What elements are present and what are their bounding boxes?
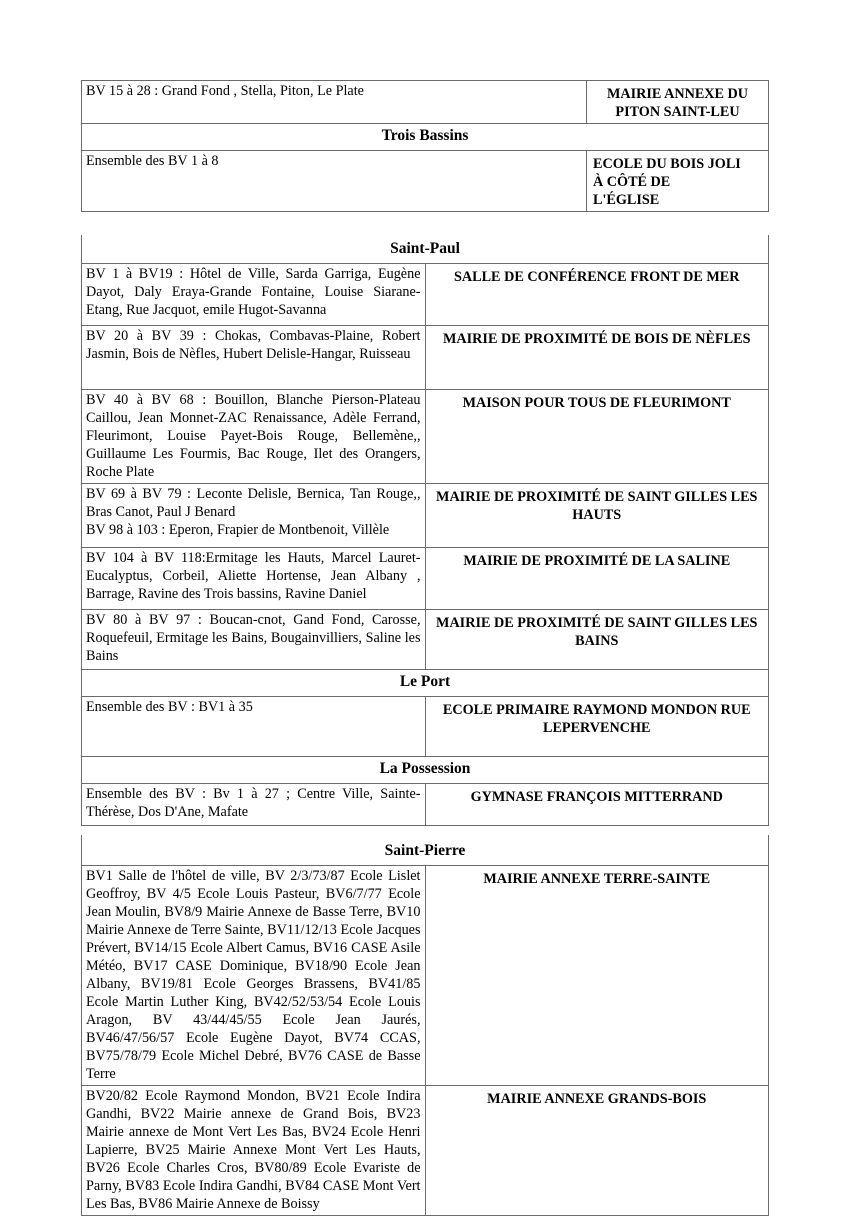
polling-location: MAIRIE DE PROXIMITÉ DE BOIS DE NÈFLES bbox=[425, 326, 769, 390]
table-row bbox=[82, 866, 769, 1086]
section-title-trois-bassins: Trois Bassins bbox=[82, 124, 769, 151]
table-row bbox=[82, 81, 769, 124]
polling-location: ECOLE DU BOIS JOLI À CÔTÉ DE L'ÉGLISE bbox=[587, 151, 769, 212]
polling-location: MAISON POUR TOUS DE FLEURIMONT bbox=[425, 390, 769, 484]
polling-location: MAIRIE DE PROXIMITÉ DE SAINT GILLES LES HAUTS bbox=[425, 484, 769, 548]
section-header-row bbox=[82, 757, 769, 784]
row-description: BV 80 à BV 97 : Boucan-cnot, Gand Fond, Carosse, Roquefeuil, Ermitage les Bains, Bougainvilliers, Saline les Bains bbox=[82, 610, 426, 670]
section-header-row bbox=[82, 235, 769, 264]
section-header-row bbox=[82, 835, 769, 866]
table-row bbox=[82, 326, 769, 390]
row-description: BV 20 à BV 39 : Chokas, Combavas-Plaine, Robert Jasmin, Bois de Nèfles, Hubert Delisle-Hangar, Ruisseau bbox=[82, 326, 426, 390]
row-description: BV20/82 Ecole Raymond Mondon, BV21 Ecole Indira Gandhi, BV22 Mairie annexe de Grand Bois, BV23 Mairie annexe de Mont Vert Les Bas, BV24 Ecole Henri Lapierre, BV25 Mairie Annexe Mont Vert Les Hauts, BV26 Ecole Charles Cros, BV80/89 Ecole Evariste de Parny, BV83 Ecole Indira Gandhi, BV84 CASE Mont Vert Les Bas, BV86 Mairie Annexe de Boissy bbox=[82, 1086, 426, 1216]
polling-location: MAIRIE ANNEXE GRANDS-BOIS bbox=[425, 1086, 769, 1216]
row-description: BV1 Salle de l'hôtel de ville, BV 2/3/73/87 Ecole Lislet Geoffroy, BV 4/5 Ecole Louis Pasteur, BV6/7/77 Ecole Jean Moulin, BV8/9 Mairie Annexe de Basse Terre, BV10 Mairie Annexe de Terre Sainte, BV11/12/13 Ecole Jacques Prévert, BV14/15 Ecole Albert Camus, BV16 CASE Asile Météo, BV17 CASE Dominique, BV18/90 Ecole Jean Albany, BV19/81 Ecole Georges Brassens, BV41/85 Ecole Martin Luther King, BV42/52/53/54 Ecole Louis Aragon, BV 43/44/45/55 Ecole Jean Jaurés, BV46/47/56/57 Ecole Eugène Dayot, BV74 CCAS, BV75/78/79 Ecole Michel Debré, BV76 CASE de Basse Terre bbox=[82, 866, 426, 1086]
polling-location: MAIRIE ANNEXE TERRE-SAINTE bbox=[425, 866, 769, 1086]
table-saint-leu-trois-bassins bbox=[81, 80, 769, 212]
section-title-la-possession: La Possession bbox=[82, 757, 769, 784]
polling-location: GYMNASE FRANÇOIS MITTERRAND bbox=[425, 784, 769, 826]
polling-location: ECOLE PRIMAIRE RAYMOND MONDON RUE LEPERVENCHE bbox=[425, 697, 769, 757]
row-description: BV 15 à 28 : Grand Fond , Stella, Piton, Le Plate bbox=[82, 81, 587, 124]
row-description: Ensemble des BV : Bv 1 à 27 ; Centre Ville, Sainte-Thérèse, Dos D'Ane, Mafate bbox=[82, 784, 426, 826]
table-saint-pierre bbox=[81, 835, 769, 1216]
row-description: BV 104 à BV 118:Ermitage les Hauts, Marcel Lauret-Eucalyptus, Corbeil, Aliette Hortense, Jean Albany , Barrage, Ravine des Trois bassins, Ravine Daniel bbox=[82, 548, 426, 610]
table-row bbox=[82, 484, 769, 548]
table-row bbox=[82, 548, 769, 610]
section-title-saint-pierre: Saint-Pierre bbox=[82, 835, 769, 866]
table-row bbox=[82, 1086, 769, 1216]
table-row bbox=[82, 390, 769, 484]
section-title-saint-paul: Saint-Paul bbox=[82, 235, 769, 264]
row-description: BV 40 à BV 68 : Bouillon, Blanche Pierson-Plateau Caillou, Jean Monnet-ZAC Renaissance, Adèle Ferrand, Fleurimont, Louise Payet-Bois Rouge, Bellemène,, Guillaume Les Fourmis, Bac Rouge, Ilet des Orangers, Roche Plate bbox=[82, 390, 426, 484]
section-header-row bbox=[82, 670, 769, 697]
section-header-row bbox=[82, 124, 769, 151]
section-title-le-port: Le Port bbox=[82, 670, 769, 697]
row-description: Ensemble des BV : BV1 à 35 bbox=[82, 697, 426, 757]
row-description: Ensemble des BV 1 à 8 bbox=[82, 151, 587, 212]
table-row bbox=[82, 697, 769, 757]
polling-location: MAIRIE DE PROXIMITÉ DE SAINT GILLES LES BAINS bbox=[425, 610, 769, 670]
row-description: BV 1 à BV19 : Hôtel de Ville, Sarda Garriga, Eugène Dayot, Daly Eraya-Grande Fontaine, Louise Siarane-Etang, Rue Jacquot, emile Hugot-Savanna bbox=[82, 264, 426, 326]
table-row bbox=[82, 784, 769, 826]
table-saint-paul-le-port-la-possession bbox=[81, 235, 769, 826]
row-description: BV 69 à BV 79 : Leconte Delisle, Bernica, Tan Rouge,, Bras Canot, Paul J Benard BV 98 à 103 : Eperon, Frapier de Montbenoit, Villèle bbox=[82, 484, 426, 548]
polling-location: MAIRIE DE PROXIMITÉ DE LA SALINE bbox=[425, 548, 769, 610]
table-row bbox=[82, 151, 769, 212]
polling-location: MAIRIE ANNEXE DU PITON SAINT-LEU bbox=[587, 81, 769, 124]
table-row bbox=[82, 610, 769, 670]
table-row bbox=[82, 264, 769, 326]
polling-location: SALLE DE CONFÉRENCE FRONT DE MER bbox=[425, 264, 769, 326]
